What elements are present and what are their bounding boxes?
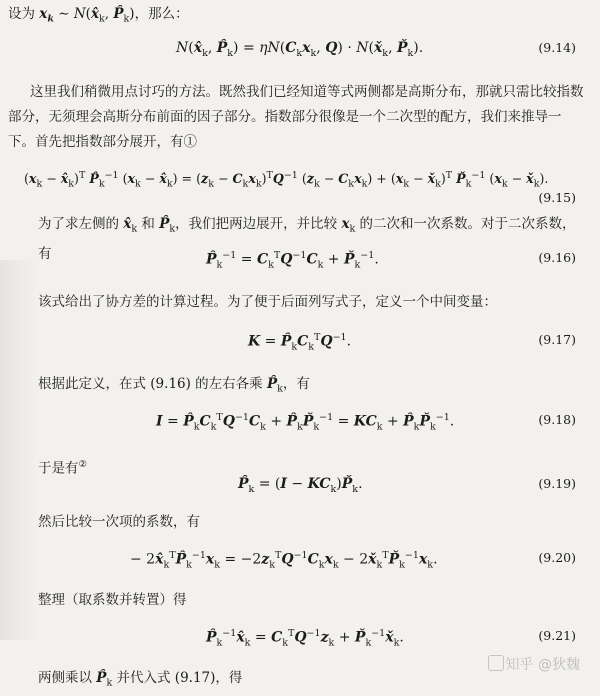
watermark (488, 654, 580, 674)
bleed-through-shadow (0, 260, 38, 640)
paragraph-covariance: 该式给出了协方差的计算过程。为了便于后面列写式子，定义一个中间变量： (38, 294, 497, 310)
paragraph-thus: 于是有② (38, 459, 88, 477)
equation-number: (9.15) (538, 190, 576, 205)
paragraph-arrange: 整理（取系数并转置）得 (38, 592, 187, 608)
equation-number: (9.17) (538, 332, 576, 347)
equation-number: (9.14) (538, 40, 576, 55)
equation-number: (9.18) (538, 412, 576, 427)
book-page: 设为 $x_k$ ∼ $N(x̂_k$, $P̂_k$)，那么： $N(x̂_k$, $P̂_k) = \eta N(C_kx_k$, $Q) \cdot N(x̌_k$, $P̌_k$). (9.14) 这里我们稍微用点讨巧的方法。既然我们已经知道等式两侧都是高斯分布，那就只需比较指数部分，无须理会高斯分布前面的因子部分。指数部分很像是一个二次型的配方，我们来推导一下。首先把指数部分展开，有① ($x_k$ − $x̂_k)^T$ $P̂_k^{-1}$ ($x_k$ − $x̂_k) = (z_k - C_kx_k)^TQ^{-1}$ $(z_k - C_kx_k) + (x_k$ − $x̌_k)^T$ $P̌_k^{-1}$ ($x_k$ − $x̌_k$). (9.15) 为了求左侧的 $x̂_k$ 和 $P̂_k$，我们把两边展开，并比较 $x_k$ 的二次和一次系数。对于二次系数，有 $P̂_k^{-1} = C_k^TQ^{-1}C_k$ + $P̌_k^{-1}$. (9.16) 该式给出了协方差的计算过程。为了便于后面列写式子，定义一个中间变量： $K = P̂_kC_k^TQ^{-1}$. (9.17) 根据此定义，在式 (9.16) 的左右各乘 $P̂_k$，有 $I = P̂_kC_k^TQ^{-1}C_k$ + $P̂_kP̌_k^{-1} = KC_k$ + $P̂_kP̌_k^{-1}$. (9.18) 于是有② $P̂_k = (I$ − $KC_k)P̌_k$. (9.19) 然后比较一次项的系数，有 − $2x̂_k^TP̂_k^{-1}x_k = -2z_k^TQ^{-1}C_kx_k$ − $2x̌_k^TP̌_k^{-1}x_k$. (9.20) 整理（取系数并转置）得 $P̂_k^{-1}x̂_k = C_k^TQ^{-1}z_k$ + $P̌_k^{-1}x̌_k$. (9.21) 两侧乘以 $P̂_k$ 并代入式 (9.17)，得 知乎 @狄魏 (0, 0, 600, 696)
zhihu-logo-icon (488, 655, 504, 671)
equation-number: (9.16) (538, 250, 576, 265)
paragraph-linear: 然后比较一次项的系数，有 (38, 514, 200, 530)
paragraph-intro: 设为 $x_k$ ∼ $N(x̂_k$, $P̂_k$)，那么： (8, 6, 189, 25)
paragraph-multiply: 两侧乘以 $P̂_k$ 并代入式 (9.17)，得 (38, 670, 243, 689)
watermark-text: 知乎 @狄魏 (505, 657, 580, 673)
equation-number: (9.19) (538, 476, 576, 491)
equation-number: (9.20) (538, 550, 576, 565)
equation-number: (9.21) (538, 628, 576, 643)
paragraph-compare: 为了求左侧的 $x̂_k$ 和 $P̂_k$，我们把两边展开，并比较 $x_k$ 的二次和一次系数。对于二次系数，有 (38, 216, 576, 262)
paragraph-definition: 根据此定义，在式 (9.16) 的左右各乘 $P̂_k$，有 (38, 376, 310, 395)
paragraph-method: 这里我们稍微用点讨巧的方法。既然我们已经知道等式两侧都是高斯分布，那就只需比较指数部分，无须理会高斯分布前面的因子部分。指数部分很像是一个二次型的配方，我们来推导一下。首先把指数部分展开，有① (8, 84, 584, 150)
